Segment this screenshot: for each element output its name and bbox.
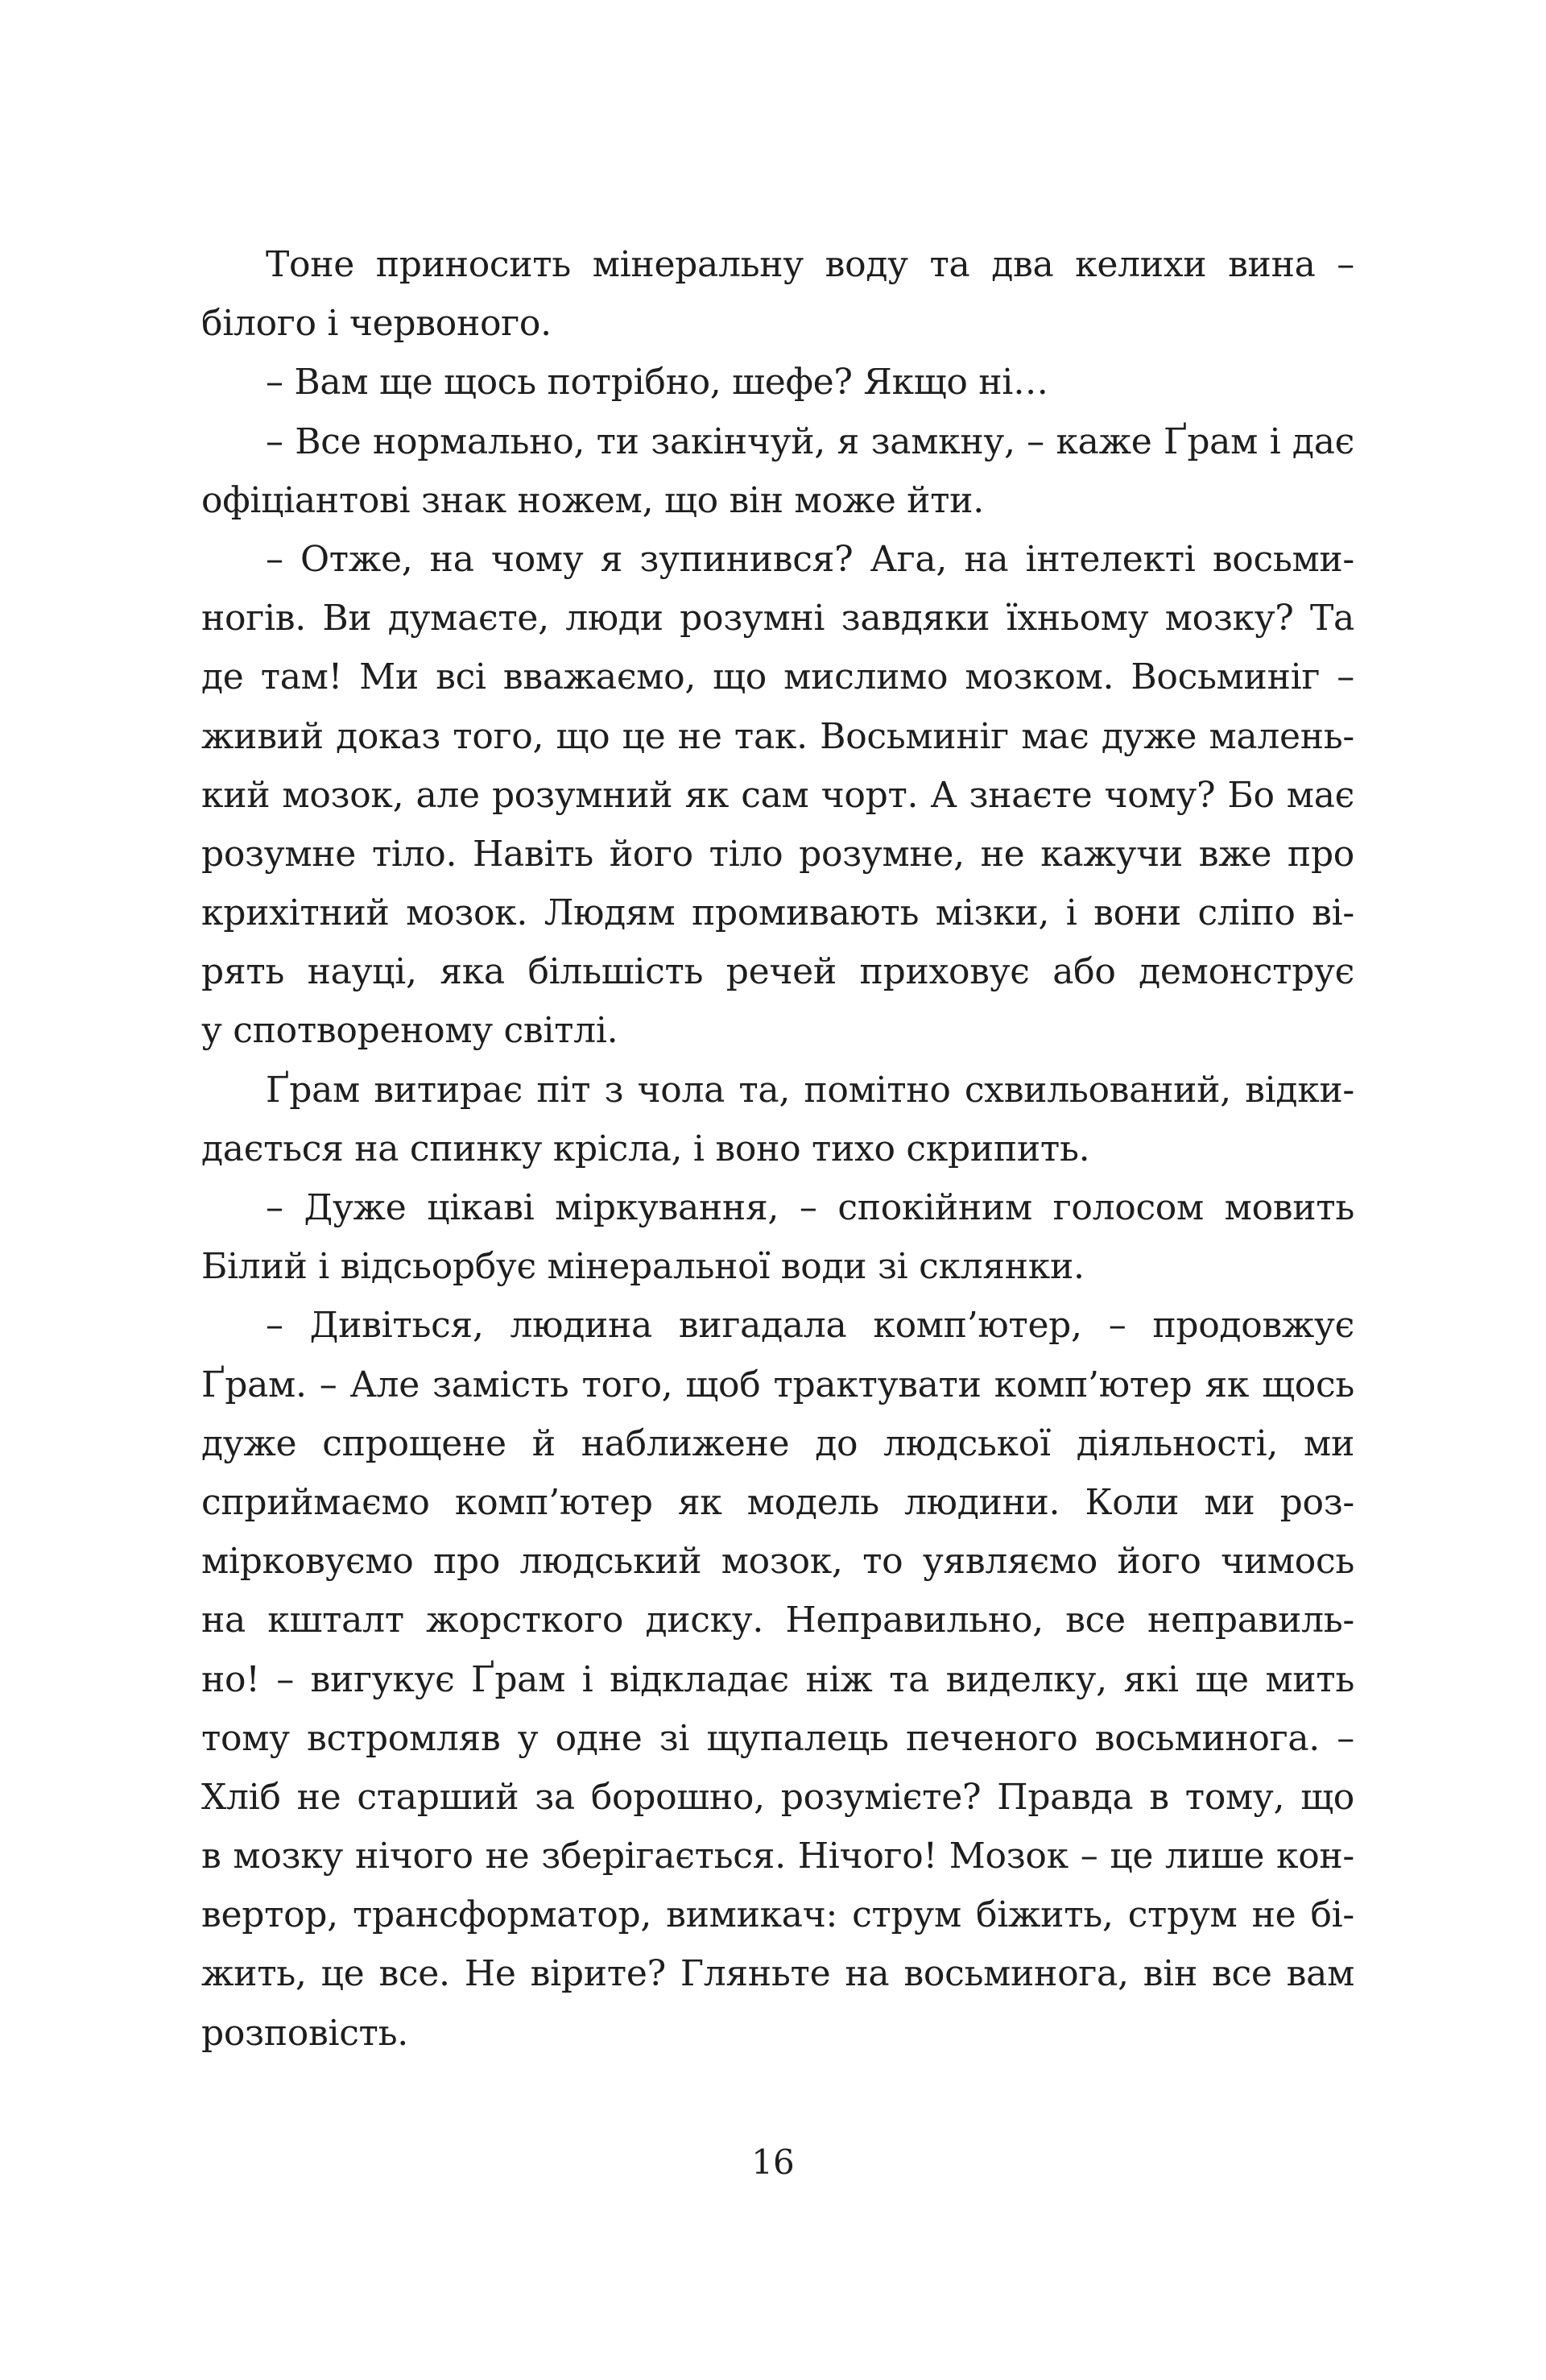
text-line: розповість. [201, 2012, 408, 2054]
text-line: но! – вигукує Ґрам і відкладає ніж та виделку, які ще мить [201, 1658, 1354, 1700]
text-line: на кшталт жорсткого диску. Неправильно, все неправиль- [201, 1600, 1354, 1641]
text-line: Хліб не старший за борошно, розумієте? Правда в тому, що [201, 1776, 1354, 1818]
text-line: дуже спрощене й наближене до людської діяльності, ми [201, 1422, 1354, 1464]
text-line: мірковуємо про людський мозок, то уявляємо його чимось [201, 1541, 1354, 1583]
text-line: рять науці, яка більшість речей приховує або демонструє [201, 951, 1354, 993]
page-body-text [201, 235, 1354, 2063]
text-line: Білий і відсьорбує мінеральної води зі склянки. [201, 1246, 1085, 1288]
text-line: живий доказ того, що це не так. Восьминіг має дуже малень- [201, 715, 1354, 757]
text-line: – Дуже цікаві міркування, – спокійним голосом мовить [266, 1187, 1354, 1228]
text-line: Ґрам витирає піт з чола та, помітно схвильований, відки- [266, 1069, 1354, 1111]
text-line: сприймаємо комп’ютер як модель людини. Коли ми роз- [201, 1481, 1354, 1523]
text-line: розумне тіло. Навіть його тіло розумне, не кажучи вже про [201, 833, 1354, 875]
text-line: – Вам ще щось потрібно, шефе? Якщо ні… [266, 362, 1048, 404]
text-line: ногів. Ви думаєте, люди розумні завдяки їхньому мозку? Та [201, 598, 1354, 639]
text-line: кий мозок, але розумний як сам чорт. А знаєте чому? Бо має [201, 774, 1354, 816]
text-line: жить, це все. Не вірите? Гляньте на восьминога, він все вам [201, 1953, 1354, 1995]
text-line: крихітний мозок. Людям промивають мізки, і вони сліпо ві- [201, 892, 1354, 934]
text-line: – Все нормально, ти закінчуй, я замкну, – каже Ґрам і дає [266, 420, 1354, 462]
text-line: в мозку нічого не зберігається. Нічого! Мозок – це лише кон- [201, 1836, 1354, 1877]
text-line: Тоне приносить мінеральну воду та два келихи вина – [266, 244, 1354, 285]
text-line: – Отже, на чому я зупинився? Ага, на інтелекті восьми- [266, 538, 1354, 580]
text-line: – Дивіться, людина вигадала комп’ютер, – продовжує [266, 1305, 1354, 1347]
text-line: дається на спинку крісла, і воно тихо скрипить. [201, 1128, 1090, 1169]
text-line: офіціантові знак ножем, що він може йти. [201, 479, 984, 521]
text-line: білого і червоного. [201, 303, 552, 345]
text-line: тому встромляв у одне зі щупалець печеного восьминога. – [201, 1717, 1354, 1759]
page-number: 16 [751, 2142, 795, 2182]
text-line: у спотвореному світлі. [201, 1010, 618, 1052]
text-line: де там! Ми всі вважаємо, що мислимо мозком. Восьминіг – [201, 656, 1354, 698]
text-line: Ґрам. – Але замість того, щоб трактувати комп’ютер як щось [201, 1364, 1354, 1405]
text-line: вертор, трансформатор, вимикач: струм біжить, струм не бі- [201, 1894, 1354, 1936]
